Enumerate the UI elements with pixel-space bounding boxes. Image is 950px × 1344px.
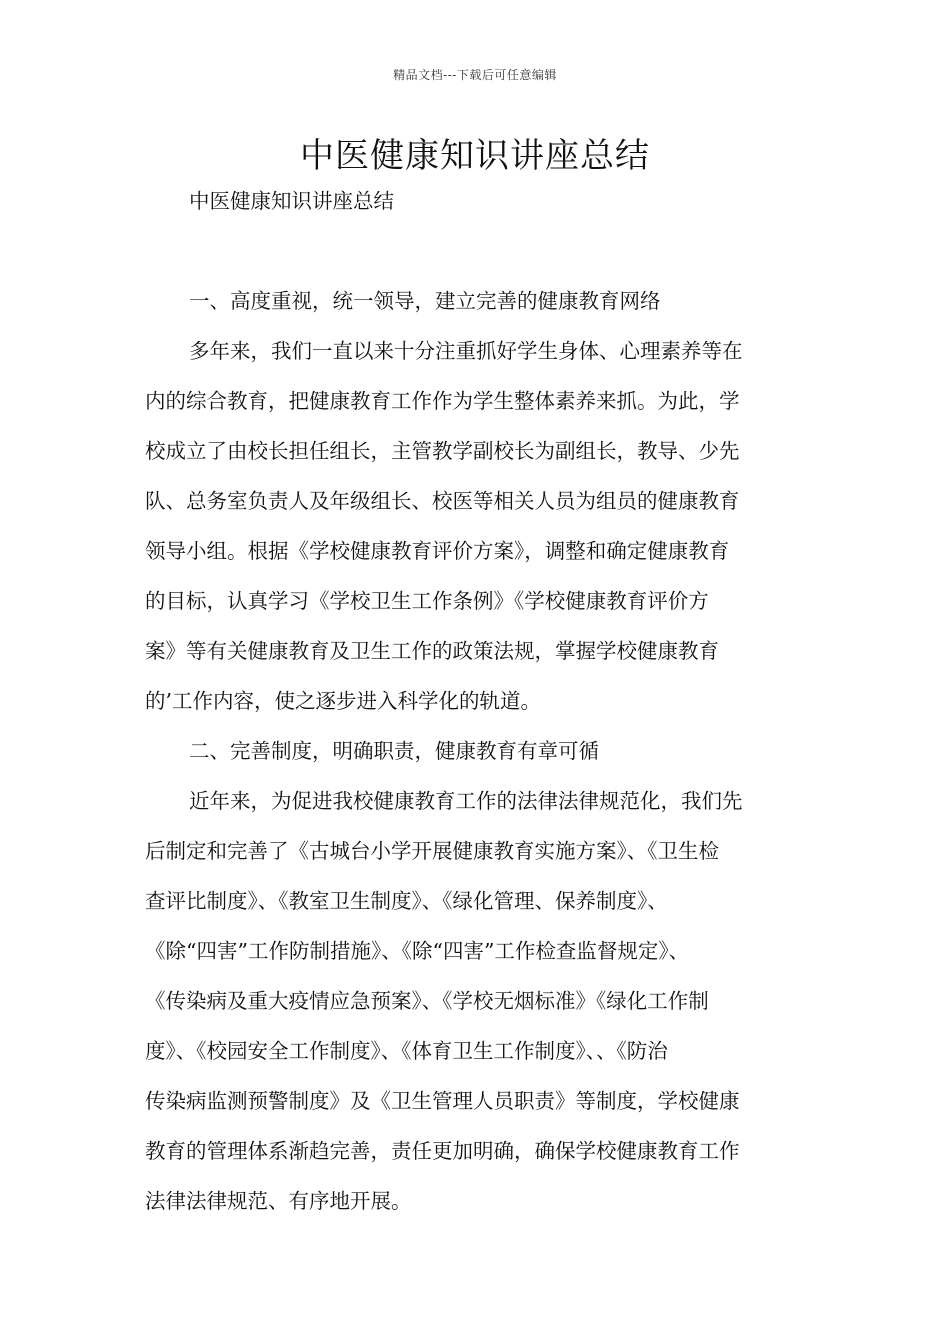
paragraph-line: 近年来，为促进我校健康教育工作的法律法律规范化，我们先 [189,789,743,813]
paragraph-line: 内的综合教育，把健康教育工作作为学生整体素养来抓。为此，学 [145,389,740,413]
paragraph-line: 的目标，认真学习《学校卫生工作条例》《学校健康教育评价方 [145,589,709,613]
section-heading-2: 二、完善制度，明确职责，健康教育有章可循 [189,739,599,763]
document-body [145,176,807,1226]
paragraph-line: 后制定和完善了《古城台小学开展健康教育实施方案》、《卫生检 [145,839,719,863]
paragraph-line: 校成立了由校长担任组长，主管教学副校长为副组长，教导、少先 [145,439,740,463]
blank-line [145,226,807,276]
document-title: 中医健康知识讲座总结 [300,136,650,176]
paragraph-line: 《除“四害”工作防制措施》、《除“四害”工作检查监督规定》、 [145,939,690,963]
subtitle: 中医健康知识讲座总结 [189,189,394,213]
paragraph-line: 教育的管理体系渐趋完善，责任更加明确，确保学校健康教育工作 [145,1139,740,1163]
paragraph-line: 队、总务室负责人及年级组长、校医等相关人员为组员的健康教育 [145,489,740,513]
paragraph-line: 度》、《校园安全工作制度》、《体育卫生工作制度》、、《防治 [145,1039,668,1063]
paragraph-line: 领导小组。根据《学校健康教育评价方案》，调整和确定健康教育 [145,539,730,563]
section-heading-1: 一、高度重视，统一领导，建立完善的健康教育网络 [189,289,661,313]
paragraph-line: 的’工作内容，使之逐步进入科学化的轨道。 [145,689,542,713]
paragraph-line: 法律法律规范、有序地开展。 [145,1189,412,1213]
paragraph-line: 查评比制度》、《教室卫生制度》、《绿化管理、保养制度》、 [145,889,668,913]
paragraph-line: 多年来，我们一直以来十分注重抓好学生身体、心理素养等在 [189,339,743,363]
paragraph-line: 案》等有关健康教育及卫生工作的政策法规，掌握学校健康教育 [145,639,719,663]
header-note: 精品文档---下载后可任意编辑 [393,68,557,82]
paragraph-line: 《传染病及重大疫情应急预案》、《学校无烟标准》《绿化工作制 [145,989,709,1013]
paragraph-line: 传染病监测预警制度》及《卫生管理人员职责》等制度，学校健康 [145,1089,740,1113]
